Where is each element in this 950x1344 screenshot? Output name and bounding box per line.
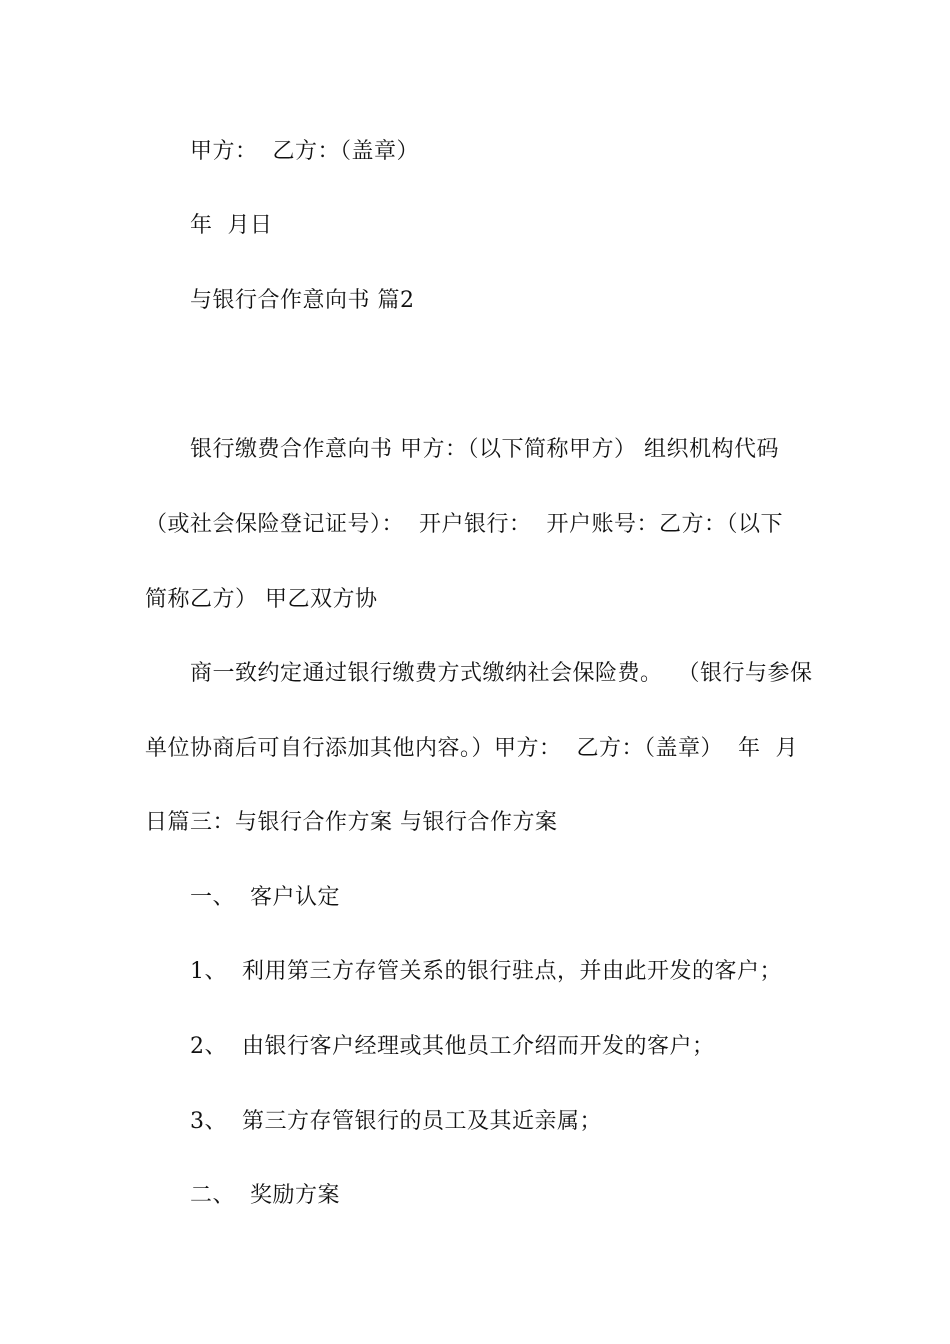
list-heading: 二、 奖励方案: [190, 1183, 340, 1208]
date-line: 年 月日: [190, 213, 273, 238]
list-item: 3、 第三方存管银行的员工及其近亲属；: [190, 1109, 602, 1134]
paragraph-line: 日篇三：与银行合作方案 与银行合作方案: [145, 810, 558, 835]
paragraph-line: 商一致约定通过银行缴费方式缴纳社会保险费。 （银行与参保: [190, 661, 813, 686]
section-heading: 与银行合作意向书 篇2: [190, 288, 415, 313]
paragraph-line: 单位协商后可自行添加其他内容。）甲方： 乙方：（盖章） 年 月: [145, 736, 798, 761]
paragraph-line: 简称乙方） 甲乙双方协: [145, 587, 378, 612]
list-item: 1、 利用第三方存管关系的银行驻点，并由此开发的客户；: [190, 959, 782, 984]
list-heading: 一、 客户认定: [190, 885, 340, 910]
list-item: 2、 由银行客户经理或其他员工介绍而开发的客户；: [190, 1034, 715, 1059]
paragraph-line: 银行缴费合作意向书 甲方：（以下简称甲方） 组织机构代码: [190, 437, 779, 462]
signature-line: 甲方： 乙方：（盖章）: [190, 139, 419, 164]
paragraph-line: （或社会保险登记证号）： 开户银行： 开户账号：乙方：（以下: [145, 512, 783, 537]
